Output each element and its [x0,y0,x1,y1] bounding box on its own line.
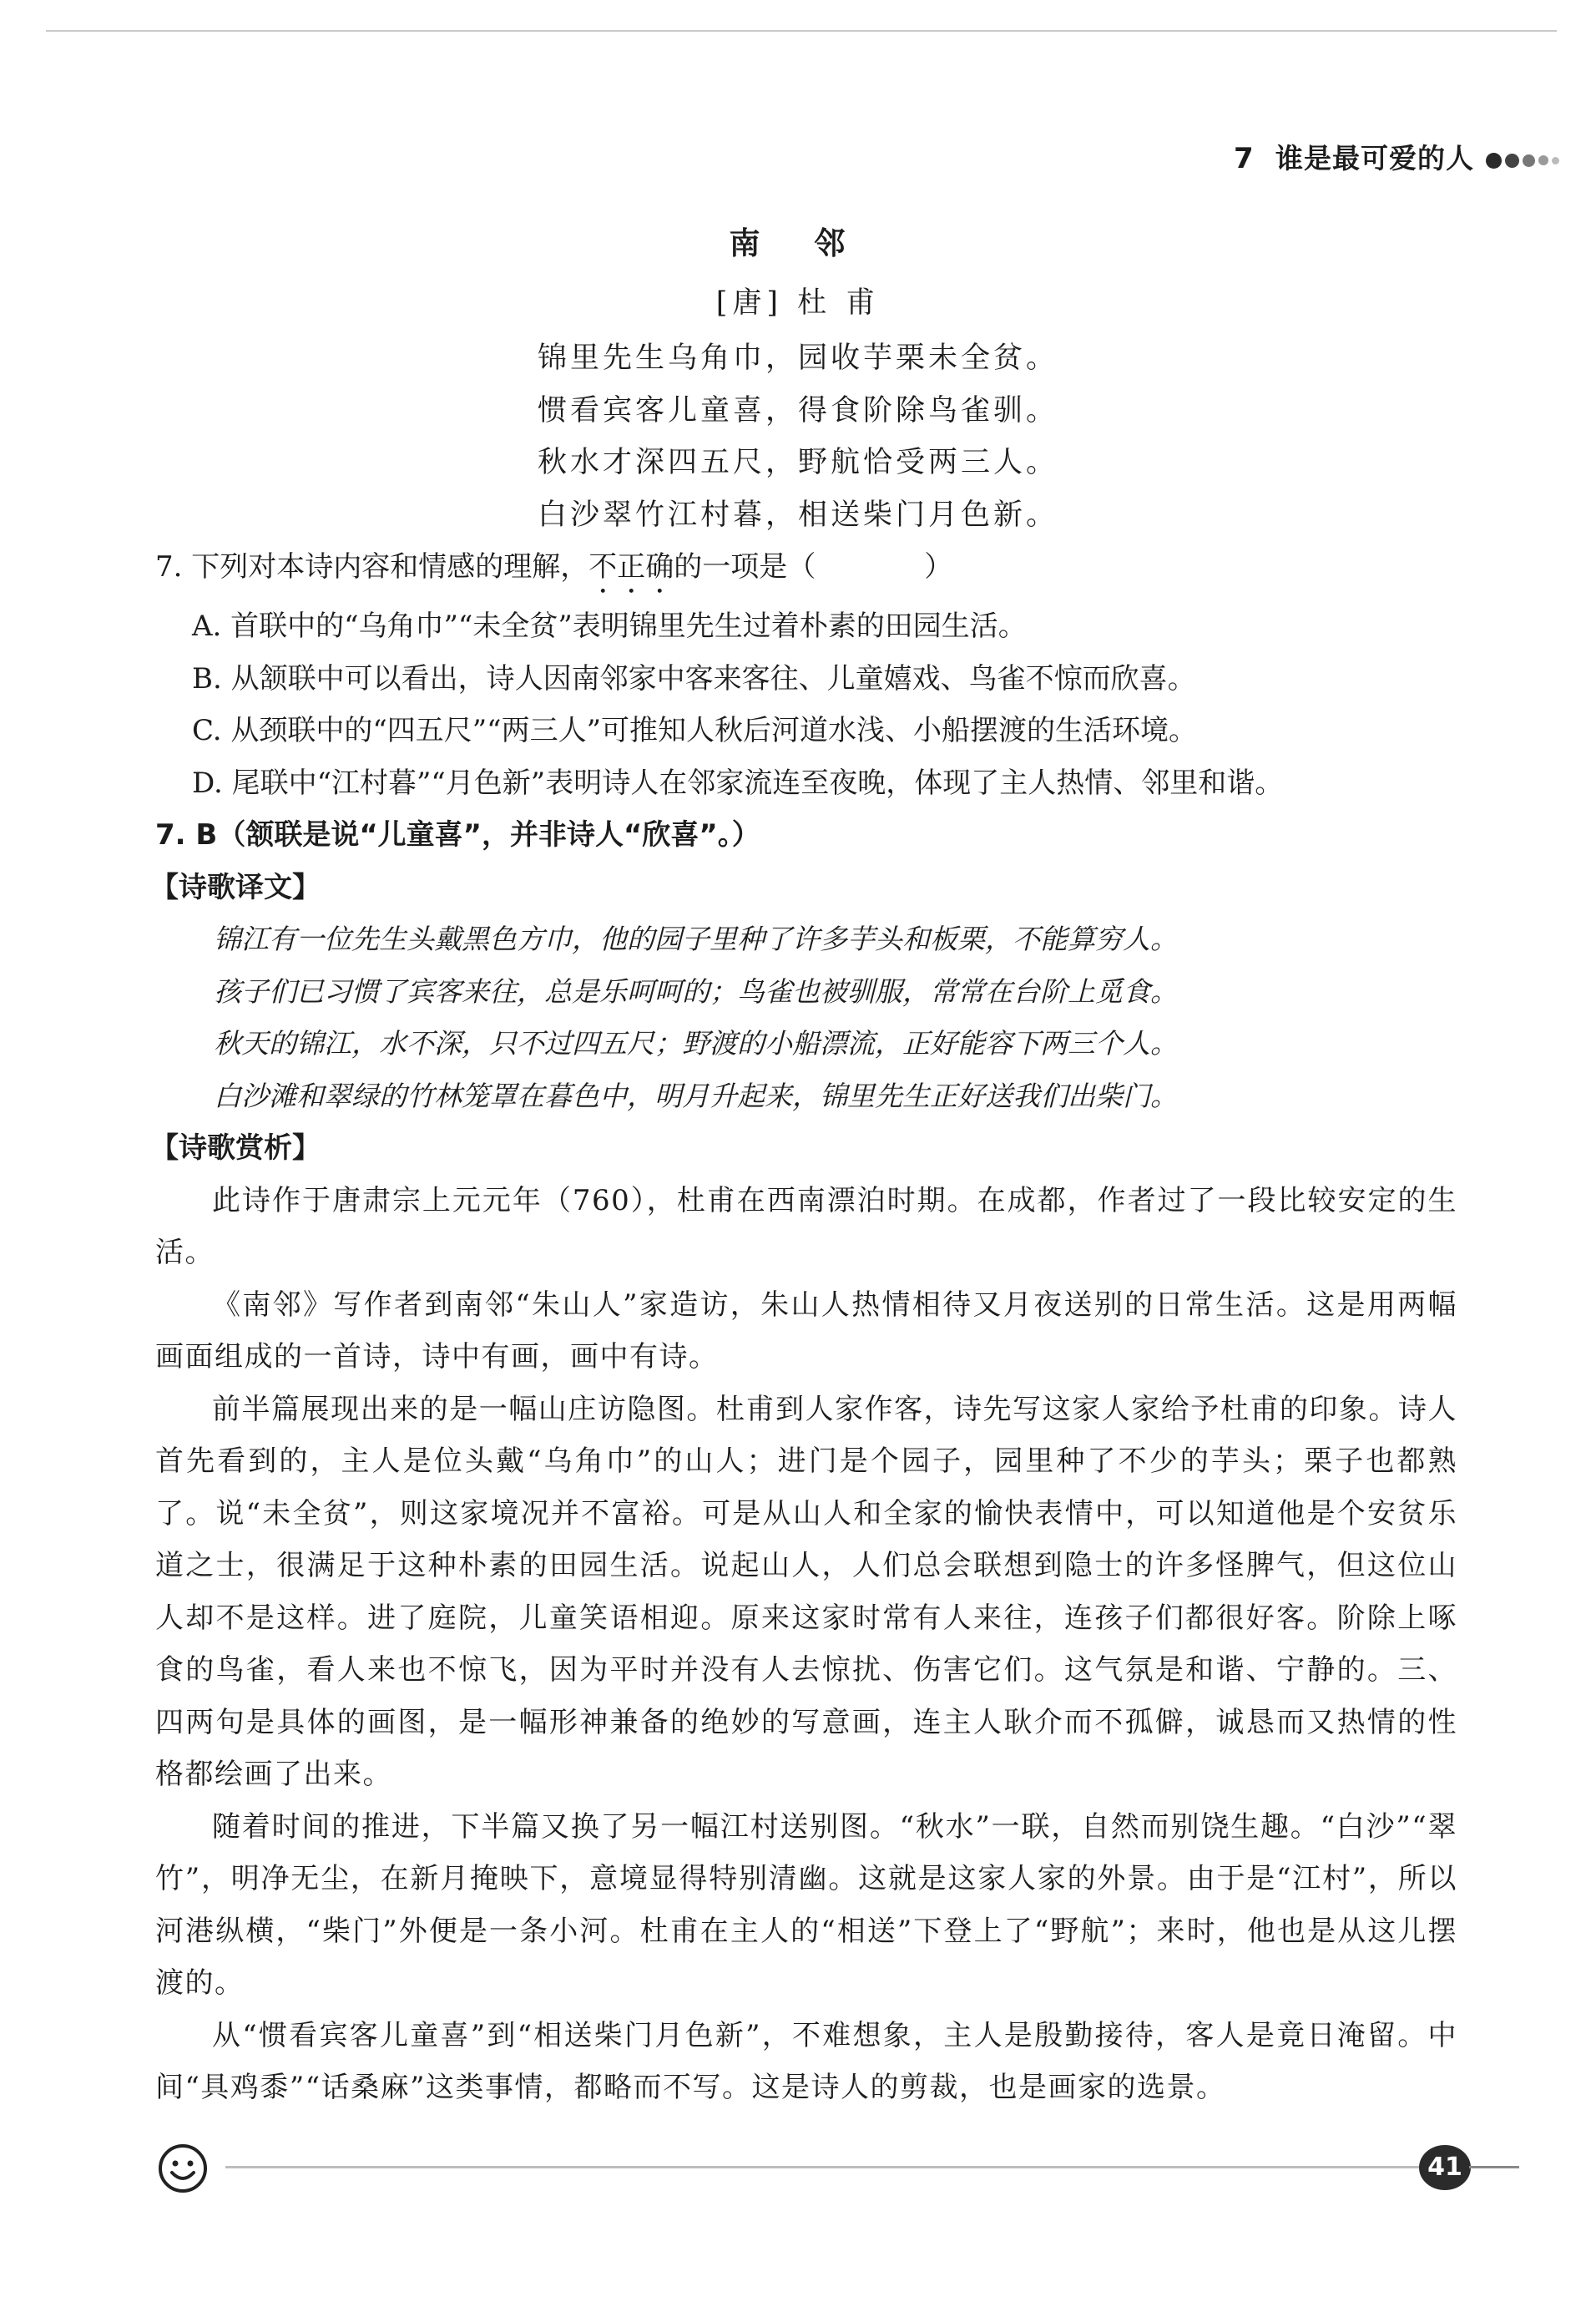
poem-title: 南 邻 [729,225,867,261]
top-rule [46,30,1557,32]
appreciation-paragraph: 从“惯看宾客儿童喜”到“相送柴门月色新”，不难想象，主人是殷勤接待，客人是竟日淹留。中间“具鸡黍”“话桑麻”这类事情，都略而不写。这是诗人的剪裁，也是画家的选景。 [155,2018,1457,2104]
appreciation-paragraph: 《南邻》写作者到南邻“朱山人”家造访，朱山人热情相待又月夜送别的日常生活。这是用两幅画面组成的一首诗，诗中有画，画中有诗。 [155,1288,1457,1374]
footer-rule [225,2166,1419,2168]
translation-line: 孩子们已习惯了宾客来往，总是乐呵呵的；鸟雀也被驯服，常常在台阶上觅食。 [214,974,1178,1008]
poem-line: 惯看宾客儿童喜，得食阶除鸟雀驯。 [537,393,1058,428]
option-a: A. 首联中的“乌角巾”“未全贫”表明锦里先生过着朴素的田园生活。 [192,610,1027,643]
question-stem: 7. 下列对本诗内容和情感的理解，不正确的一项是（ ） [155,550,953,584]
translation-heading: 【诗歌译文】 [150,870,321,904]
footer-rule-end [1469,2166,1519,2168]
translation-line: 秋天的锦江，水不深，只不过四五尺；野渡的小船漂流，正好能容下两三个人。 [214,1027,1178,1060]
poem-lines [0,332,1596,541]
appreciation-heading: 【诗歌赏析】 [150,1131,321,1165]
emphasis-text: 不正确 [588,550,674,584]
option-b: B. 从颔联中可以看出，诗人因南邻家中客来客往、儿童嬉戏、鸟雀不惊而欣喜。 [192,661,1196,696]
appreciation-paragraph: 此诗作于唐肃宗上元元年（760），杜甫在西南漂泊时期。在成都，作者过了一段比较安定的生活。 [155,1183,1457,1269]
poem-line: 白沙翠竹江村暮，相送柴门月色新。 [537,498,1058,532]
poem-line: 秋水才深四五尺，野航恰受两三人。 [537,446,1058,479]
smiley-icon [157,2143,209,2194]
answer-line: 7. B（颔联是说“儿童喜”，并非诗人“欣喜”。） [155,818,760,852]
translation-line: 白沙滩和翠绿的竹林笼罩在暮色中，明月升起来，锦里先生正好送我们出柴门。 [214,1079,1178,1112]
running-header [0,138,1596,188]
option-d: D. 尾联中“江村暮”“月色新”表明诗人在邻家流连至夜晚，体现了主人热情、邻里和谐。 [192,766,1284,800]
appreciation-paragraph: 前半篇展现出来的是一幅山庄访隐图。杜甫到人家作客，诗先写这家人家给予杜甫的印象。诗人首先看到的，主人是位头戴“乌角巾”的山人；进门是个园子，园里种了不少的芋头；栗子也都熟了。说“未全贫”，则这家境况并不富裕。可是从山人和全家的愉快表情中，可以知道他是个安贫乐道之士，很满足于这种朴素的田园生活。说起山人，人们总会联想到隐士的许多怪脾气，但这位山人却不是这样。进了庭院，儿童笑语相迎。原来这家时常有人来往，连孩子们都很好客。阶除上啄食的鸟雀，看人来也不惊飞，因为平时并没有人去惊扰、伤害它们。这气氛是和谐、宁静的。三、四两句是具体的画图，是一幅形神兼备的绝妙的写意画，连主人耿介而不孤僻，诚恳而又热情的性格都绘画了出来。 [155,1392,1457,1791]
option-c: C. 从颈联中的“四五尺”“两三人”可推知人秋后河道水浅、小船摆渡的生活环境。 [192,714,1197,747]
poem-author: [唐] 杜 甫 [715,286,881,320]
content [150,541,1457,2114]
header-dots-icon [1486,151,1559,169]
translation-line: 锦江有一位先生头戴黑色方巾，他的园子里种了许多芋头和板栗，不能算穷人。 [214,923,1178,955]
page-number: 41 [1419,2145,1471,2190]
chapter-title: 谁是最可爱的人 [1275,142,1474,175]
poem-line: 锦里先生乌角巾，园收芋栗未全贫。 [537,342,1058,375]
chapter-number: 7 [1234,142,1254,175]
appreciation-paragraph: 随着时间的推进，下半篇又换了另一幅江村送别图。“秋水”一联，自然而别饶生趣。“白沙”“翠竹”，明净无尘，在新月掩映下，意境显得特别清幽。这就是这家人家的外景。由于是“江村”，所以河港纵横，“柴门”外便是一条小河。杜甫在主人的“相送”下登上了“野航”；来时，他也是从这儿摆渡的。 [155,1809,1457,2000]
